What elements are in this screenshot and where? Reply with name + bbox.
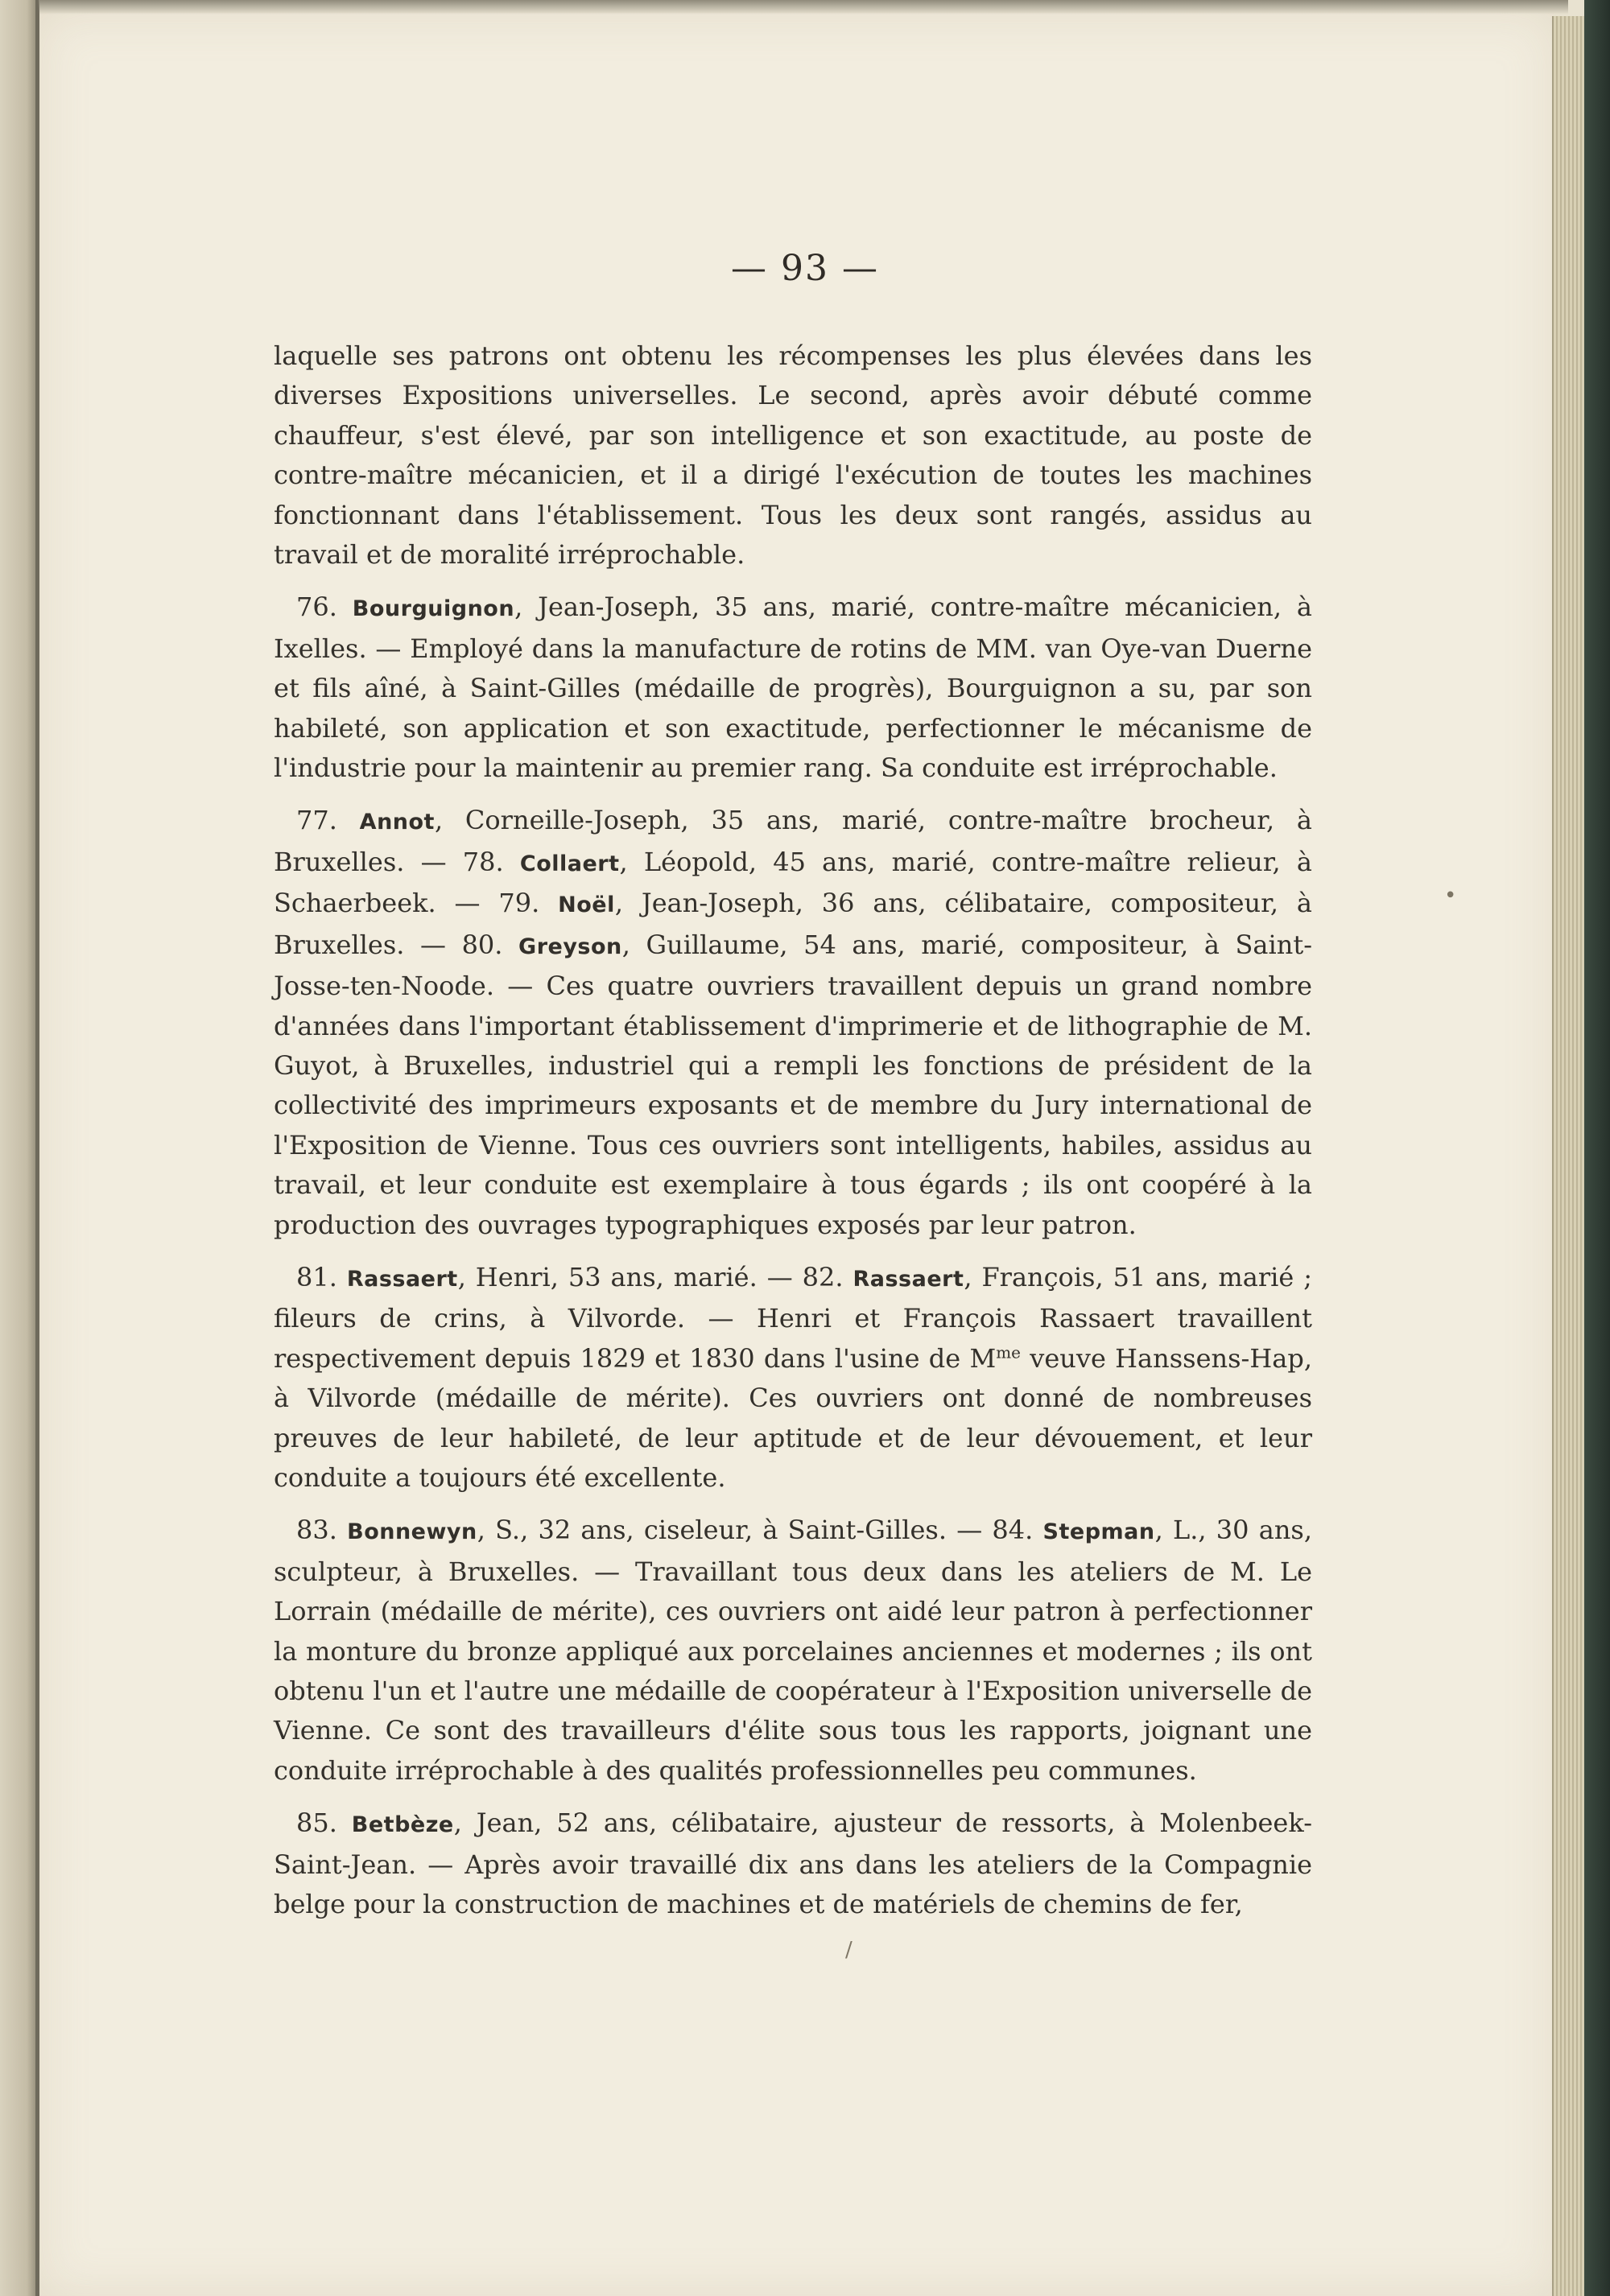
entry-text: , S., 32 ans, ciseleur, à Saint-Gilles. — 84. [477, 1515, 1043, 1546]
paragraph-76 [274, 587, 1312, 788]
worker-name: Stepman [1042, 1519, 1155, 1545]
paragraph-85 [274, 1803, 1312, 1924]
worker-name: Bourguignon [352, 596, 515, 622]
paragraph-83-84 [274, 1511, 1312, 1791]
worker-name: Rassaert [852, 1266, 964, 1292]
body-text [274, 336, 1312, 1937]
entry-text: , Corneille-Joseph, 35 ans, marié, contre-maître brocheur, à Bruxelles. — 78. [274, 805, 1313, 877]
paragraph-77-80 [274, 801, 1312, 1244]
entry-text: , Jean-Joseph, 35 ans, marié, contre-maître mécanicien, à Ixelles. — Employé dans la manufacture de rotins de MM. van Oye-van Duerne et fils aîné, à Saint-Gilles (médaille de progrès), Bourguignon a su, par son habileté, son application et son exactitude, perfectionner le mécanisme de l'industrie pour la maintenir au premier rang. Sa conduite est irréprochable. [274, 592, 1313, 784]
book-cover-edge [1584, 0, 1610, 2296]
ink-speck: • [1444, 884, 1457, 908]
intro-text: laquelle ses patrons ont obtenu les récompenses les plus élevées dans les diverses Expositions universelles. Le second, après avoir débuté comme chauffeur, s'est élevé, par son intelligence et son exactitude, au poste de contre-maître mécanicien, et il a dirigé l'exécution de toutes les machines fonctionnant dans l'établissement. Tous les deux sont rangés, assidus au travail et de moralité irréprochable. [274, 340, 1312, 571]
worker-name: Noël [558, 892, 615, 918]
entry-text: , Jean-Joseph, 36 ans, célibataire, compositeur, à Bruxelles. — 80. [274, 888, 1313, 960]
binding-shadow [35, 0, 39, 2296]
worker-name: Annot [359, 810, 435, 835]
left-page-edge [0, 0, 39, 2296]
worker-name: Greyson [518, 934, 622, 959]
entry-number: 76. [296, 592, 337, 623]
ink-speck: / [845, 1938, 852, 1962]
superscript: me [996, 1342, 1022, 1362]
worker-name: Bonnewyn [347, 1519, 477, 1545]
entry-text: , Léopold, 45 ans, marié, contre-maître relieur, à Schaerbeek. — 79. [274, 846, 1313, 919]
top-edge-shadow [39, 0, 1568, 14]
entry-text: , L., 30 ans, sculpteur, à Bruxelles. — Travaillant tous deux dans les ateliers de M. Le Lorrain (médaille de mérite), ces ouvriers ont aidé leur patron à perfectionner la monture du bronze appliqué aux porcelaines anciennes et modernes ; ils ont obtenu l'un et l'autre une médaille de coopérateur à l'Exposition universelle de Vienne. Ce sont des travailleurs d'élite sous tous les rapports, joignant une conduite irréprochable à des qualités professionnelles peu communes. [274, 1515, 1313, 1786]
entry-text: , Guillaume, 54 ans, marié, compositeur, à Saint-Josse-ten-Noode. — Ces quatre ouvriers travaillent depuis un grand nombre d'années dans l'important établissement d'imprimerie et de lithographie de M. Guyot, à Bruxelles, industriel qui a rempli les fonctions de président de la collectivité des imprimeurs exposants et de membre du Jury international de l'Exposition de Vienne. Tous ces ouvriers sont intelligents, habiles, assidus au travail, et leur conduite est exemplaire à tous égards ; ils ont coopéré à la production des ouvrages typographiques exposés par leur patron. [274, 929, 1313, 1240]
entry-number: 81. [296, 1261, 337, 1292]
worker-name: Rassaert [346, 1266, 458, 1292]
entry-text: veuve Hanssens-Hap, à Vilvorde (médaille de mérite). Ces ouvriers ont donné de nombreuses preuves de leur habileté, de leur aptitude et de leur dévouement, et leur conduite a toujours été excellente. [274, 1342, 1313, 1493]
entry-text: , Jean, 52 ans, célibataire, ajusteur de ressorts, à Molenbeek-Saint-Jean. — Après avoir travaillé dix ans dans les ateliers de la Compagnie belge pour la construction de machines et de matériels de chemins de fer, [274, 1808, 1313, 1920]
paragraph-intro [274, 336, 1312, 575]
worker-name: Collaert [519, 851, 620, 876]
entry-text: , Henri, 53 ans, marié. — 82. [457, 1261, 853, 1292]
entry-text: , François, 51 ans, marié ; fileurs de crins, à Vilvorde. — Henri et François Rassaert travaillent respectivement depuis 1829 et 1830 dans l'usine de M [274, 1261, 1313, 1374]
paragraph-81-82 [274, 1258, 1312, 1498]
entry-number: 77. [296, 805, 337, 836]
page-number: — 93 — [731, 248, 879, 289]
entry-number: 83. [296, 1515, 337, 1546]
entry-number: 85. [296, 1808, 337, 1839]
page-stack-edges [1552, 16, 1586, 2296]
worker-name: Betbèze [351, 1812, 454, 1838]
